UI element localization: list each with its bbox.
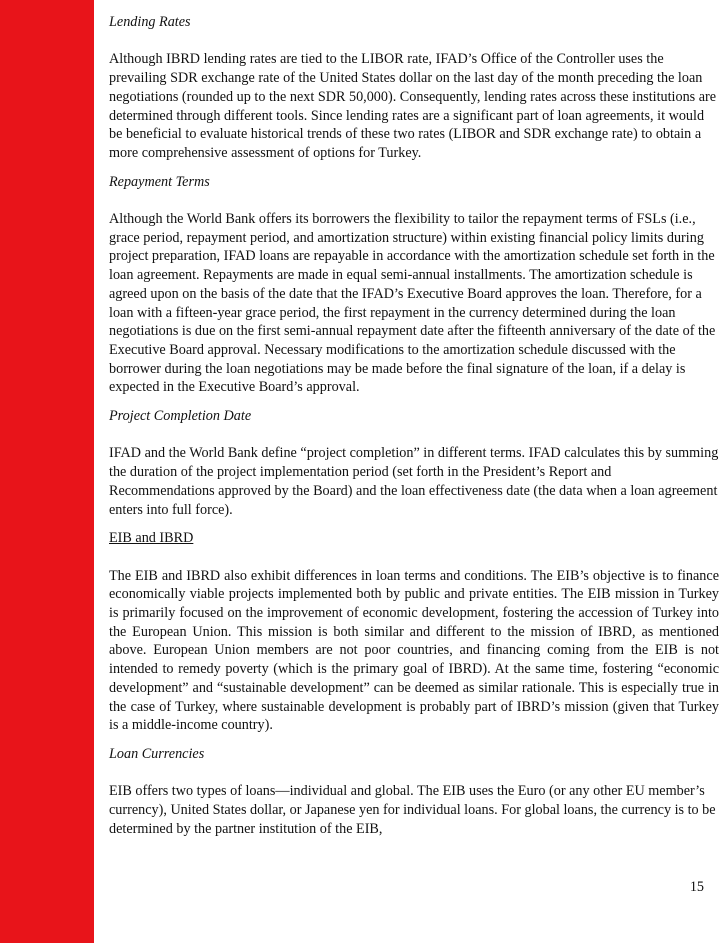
section-heading-project-completion-date: Project Completion Date: [109, 408, 252, 425]
page-number: 15: [689, 879, 704, 895]
section-heading-repayment-terms: Repayment Terms: [109, 173, 210, 190]
section-paragraph-repayment-terms: Although the World Bank offers its borrowers the flexibility to tailor the repayment terms of FSLs (i.e., grace period, repayment period, and amortization structure) within existing financial policy limits during project preparation, IFAD loans are repayable in accordance with the amortization schedule set forth in the loan agreement. Repayments are made in equal semi-annual installments. The amortization schedule is agreed upon on the basis of the date that the IFAD’s Executive Board approves the loan. Therefore, for a loan with a fifteen-year grace period, the first repayment in the currency determined during the loan negotiations is due on the first semi-annual repayment date after the fifteenth anniversary of the date of the Executive Board approval. Necessary modifications to the amortization schedule discussed with the borrower during the loan negotiations may be made before the final signature of the loan, if a delay is expected in the Executive Board’s approval.: [109, 211, 716, 396]
page-content: [109, 13, 719, 848]
red-sidebar: [0, 0, 94, 943]
section-heading-lending-rates: Lending Rates: [109, 14, 191, 30]
section-heading-eib-and-ibrd: EIB and IBRD: [109, 530, 194, 547]
section-paragraph-lending-rates: Although IBRD lending rates are tied to the LIBOR rate, IFAD’s Office of the Controller uses the prevailing SDR exchange rate of the United States dollar on the last day of the month preceding the loan negotiations (rounded up to the next SDR 50,000). Consequently, lending rates across these institutions are determined through different tools. Since lending rates are a significant part of loan agreements, it would be beneficial to evaluate historical trends of these two rates (LIBOR and SDR exchange rate) to obtain a more comprehensive assessment of options for Turkey.: [109, 51, 717, 161]
section-paragraph-loan-currencies: EIB offers two types of loans—individual and global. The EIB uses the Euro (or any other EU member’s currency), United States dollar, or Japanese yen for individual loans. For global loans, the currency is to be determined by the partner institution of the EIB,: [109, 783, 716, 837]
document-page: [94, 0, 728, 943]
section-paragraph-project-completion-date: IFAD and the World Bank define “project completion” in different terms. IFAD calculates this by summing the duration of the project implementation period (set forth in the President’s Report and Recommendations approved by the Board) and the loan effectiveness date (the data when a loan agreement enters into full force).: [109, 445, 719, 518]
section-heading-loan-currencies: Loan Currencies: [109, 745, 205, 762]
section-paragraph-eib-and-ibrd: The EIB and IBRD also exhibit differences in loan terms and conditions. The EIB’s objective is to finance economically viable projects implemented both by public and private entities. The EIB mission in Turkey is primarily focused on the improvement of economic development, fostering the accession of Turkey into the European Union. This mission is both similar and different to the mission of IBRD, as mentioned above. European Union members are not poor countries, and financing coming from the EIB is not intended to remedy poverty (which is the primary goal of IBRD). At the same time, fostering “economic development” and “sustainable development” can be deemed as similar rationale. This is especially true in the case of Turkey, where sustainable development is probably part of IBRD’s mission (given that Turkey is a middle-income country).: [109, 567, 719, 734]
